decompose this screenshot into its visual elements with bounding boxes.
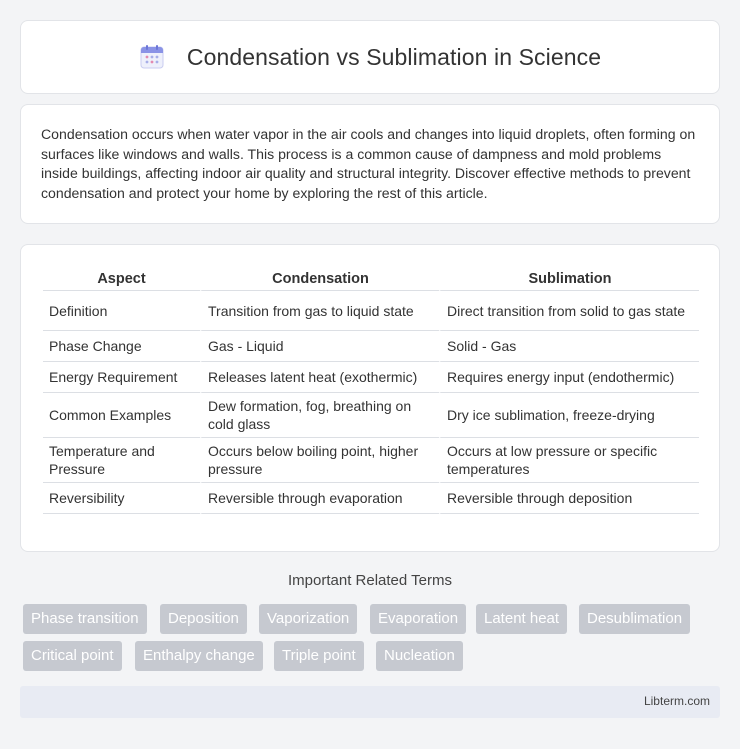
table-cell: Dry ice sublimation, freeze-drying <box>439 393 699 438</box>
table-row <box>43 362 699 393</box>
table-cell: Occurs at low pressure or specific temperatures <box>439 438 699 483</box>
intro-paragraph: Condensation occurs when water vapor in the air cools and changes into liquid droplets, often forming on surfaces like windows and walls. This process is a common cause of dampness and mold problems inside buildings, affecting indoor air quality and structural integrity. Discover effective methods to prevent condensation and protect your home by exploring the rest of this article. <box>41 126 696 201</box>
table-cell: Definition <box>43 291 200 331</box>
table-cell: Common Examples <box>43 393 200 438</box>
tag-latent-heat[interactable]: Latent heat <box>476 604 567 634</box>
table-cell: Reversible through evaporation <box>200 483 439 514</box>
table-cell: Requires energy input (endothermic) <box>439 362 699 393</box>
page-title: Condensation vs Sublimation in Science <box>186 43 602 70</box>
table-cell: Energy Requirement <box>43 362 200 393</box>
tag-enthalpy-change[interactable]: Enthalpy change <box>135 641 263 671</box>
tag-deposition[interactable]: Deposition <box>160 604 247 634</box>
table-cell: Solid - Gas <box>439 331 699 362</box>
tag-nucleation[interactable]: Nucleation <box>376 641 463 671</box>
tag-vaporization[interactable]: Vaporization <box>259 604 357 634</box>
tag-desublimation[interactable]: Desublimation <box>579 604 690 634</box>
table-cell: Gas - Liquid <box>200 331 439 362</box>
related-terms-title: Important Related Terms <box>288 572 452 589</box>
header-aspect: Aspect <box>43 267 200 291</box>
table-row <box>43 331 699 362</box>
footer-site-link[interactable]: Libterm.com <box>643 694 710 708</box>
table-row <box>43 438 699 483</box>
table-cell: Reversibility <box>43 483 200 514</box>
table-cell: Phase Change <box>43 331 200 362</box>
table-cell: Direct transition from solid to gas state <box>439 291 699 331</box>
table-row <box>43 393 699 438</box>
tag-triple-point[interactable]: Triple point <box>274 641 364 671</box>
table-row <box>43 483 699 514</box>
comparison-table <box>43 267 699 514</box>
calendar-icon <box>139 44 165 70</box>
header-card <box>20 20 720 94</box>
title-wrap <box>139 44 601 71</box>
tag-phase-transition[interactable]: Phase transition <box>23 604 147 634</box>
comparison-card <box>20 244 720 552</box>
table-row <box>43 291 699 331</box>
table-cell: Releases latent heat (exothermic) <box>200 362 439 393</box>
table-header-row <box>43 267 699 291</box>
footer <box>20 686 720 718</box>
table-cell: Occurs below boiling point, higher pressure <box>200 438 439 483</box>
table-cell: Reversible through deposition <box>439 483 699 514</box>
intro-card <box>20 104 720 224</box>
tag-critical-point[interactable]: Critical point <box>23 641 122 671</box>
table-cell: Temperature and Pressure <box>43 438 200 483</box>
table-cell: Dew formation, fog, breathing on cold glass <box>200 393 439 438</box>
header-sublimation: Sublimation <box>439 267 699 291</box>
header-condensation: Condensation <box>200 267 439 291</box>
tag-evaporation[interactable]: Evaporation <box>370 604 466 634</box>
table-cell: Transition from gas to liquid state <box>200 291 439 331</box>
